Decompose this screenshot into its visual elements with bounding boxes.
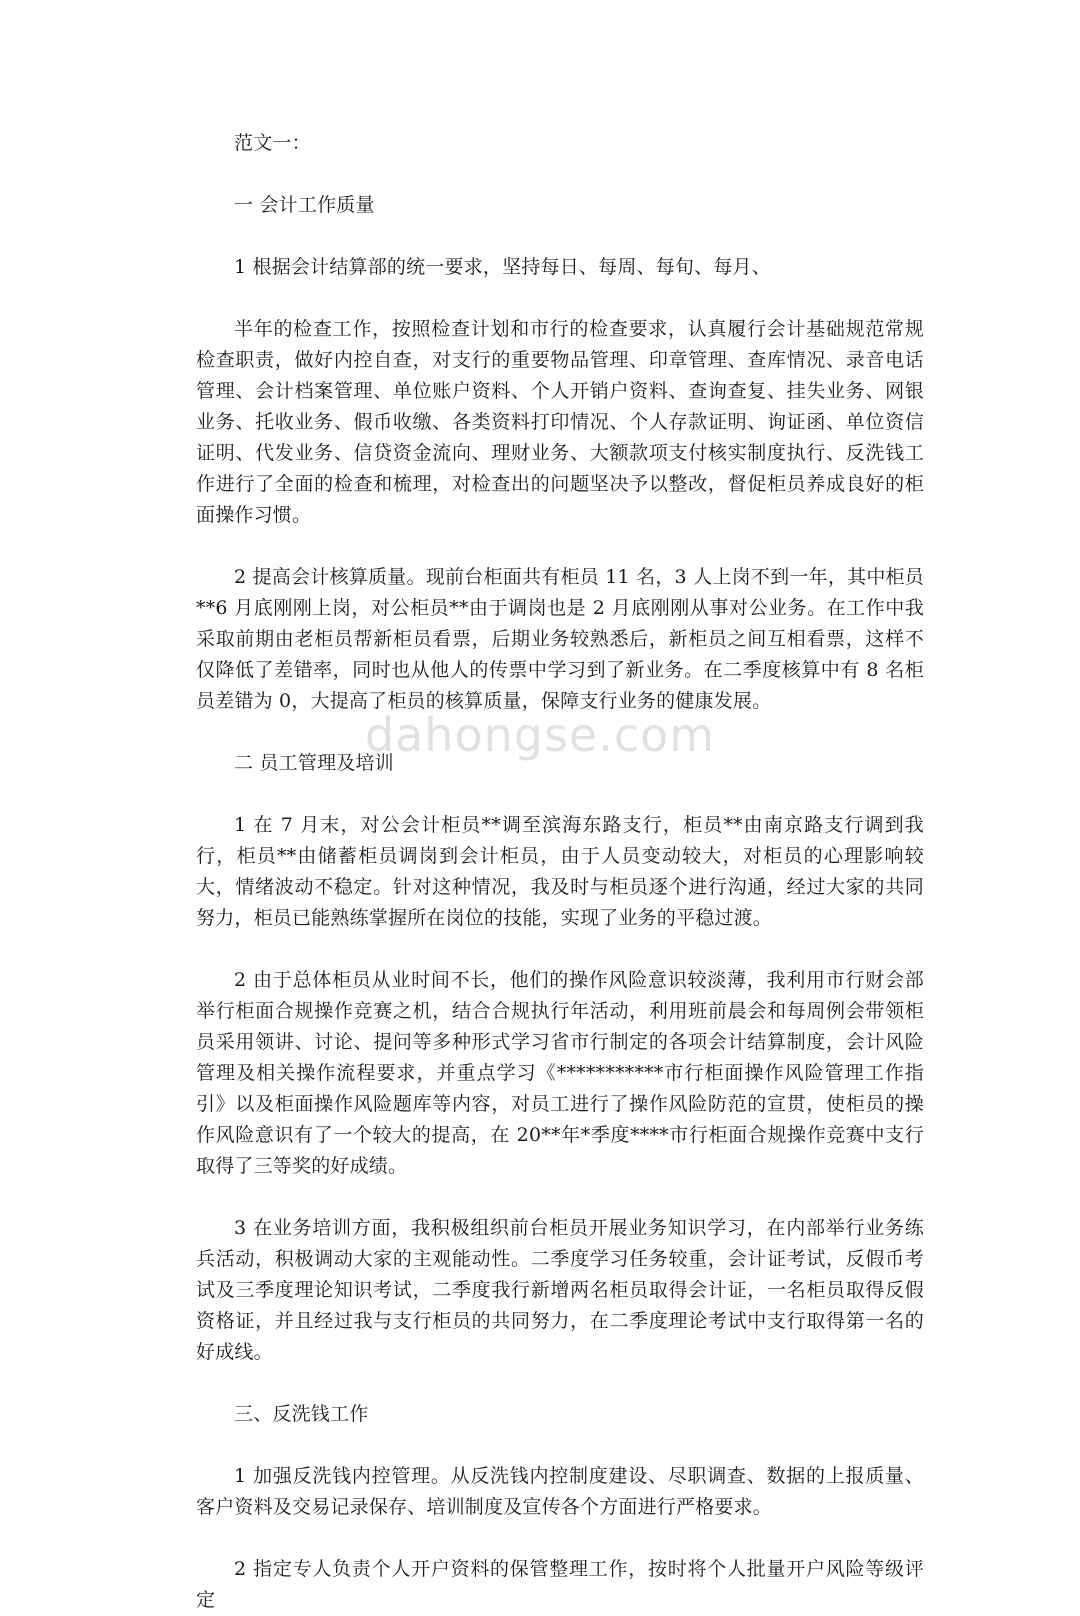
paragraph-gap bbox=[196, 531, 924, 562]
paragraph-gap bbox=[196, 1523, 924, 1554]
section-heading-anti-money-laundering: 三、反洗钱工作 bbox=[234, 1403, 369, 1425]
paragraph-gap bbox=[196, 934, 924, 965]
paragraph-gap bbox=[196, 1430, 924, 1461]
paragraph-gap bbox=[196, 1368, 924, 1399]
section-heading-accounting-quality: 一 会计工作质量 bbox=[234, 194, 375, 216]
paragraph-gap bbox=[196, 717, 924, 748]
paragraph-gap bbox=[196, 1182, 924, 1213]
section-heading-staff-training: 二 员工管理及培训 bbox=[234, 752, 394, 774]
paragraph-business-training: 3 在业务培训方面，我积极组织前台柜员开展业务知识学习，在内部举行业务练兵活动，积极调动大家的主观能动性。二季度学习任务较重，会计证考试，反假币考试及三季度理论知识考试，二季度我行新增两名柜员取得会计证，一名柜员取得反假资格证，并且经过我与支行柜员的共同努力，在二季度理论考试中支行取得第一名的好成线。 bbox=[196, 1217, 924, 1363]
document-body bbox=[196, 128, 924, 1616]
paragraph-risk-training: 2 由于总体柜员从业时间不长，他们的操作风险意识较淡薄，我利用市行财会部举行柜面合规操作竞赛之机，结合合规执行年活动，利用班前晨会和每周例会带领柜员采用领讲、讨论、提问等多种形式学习省市行制定的各项会计结算制度，会计风险管理及相关操作流程要求，并重点学习《***********市行柜面操作风险管理工作指引》以及柜面操作风险题库等内容，对员工进行了操作风险防范的宣贯，使柜员的操作风险意识有了一个较大的提高，在 20**年*季度****市行柜面合规操作竞赛中支行取得了三等奖的好成绩。 bbox=[196, 969, 924, 1177]
paragraph-gap bbox=[196, 221, 924, 252]
paragraph-inspection-body: 半年的检查工作，按照检查计划和市行的检查要求，认真履行会计基础规范常规检查职责，做好内控自查，对支行的重要物品管理、印章管理、查库情况、录音电话管理、会计档案管理、单位账户资料、个人开销户资料、查询查复、挂失业务、网银业务、托收业务、假币收缴、各类资料打印情况、个人存款证明、询证函、单位资信证明、代发业务、信贷资金流向、理财业务、大额款项支付核实制度执行、反洗钱工作进行了全面的检查和梳理，对检查出的问题坚决予以整改，督促柜员养成良好的柜面操作习惯。 bbox=[196, 318, 924, 526]
paragraph-aml-control: 1 加强反洗钱内控管理。从反洗钱内控制度建设、尽职调查、数据的上报质量、客户资料及交易记录保存、培训制度及宣传各个方面进行严格要求。 bbox=[196, 1465, 924, 1518]
paragraph-intro-title: 范文一： bbox=[234, 132, 311, 154]
paragraph-staff-change: 1 在 7 月末，对公会计柜员**调至滨海东路支行，柜员**由南京路支行调到我行，柜员**由储蓄柜员调岗到会计柜员，由于人员变动较大，对柜员的心理影响较大，情绪波动不稳定。针对这种情况，我及时与柜员逐个进行沟通，经过大家的共同努力，柜员已能熟练掌握所在岗位的技能，实现了业务的平稳过渡。 bbox=[196, 814, 924, 929]
paragraph-aml-records: 2 指定专人负责个人开户资料的保管整理工作，按时将个人批量开户风险等级评定 bbox=[196, 1558, 924, 1611]
paragraph-accounting-quality: 2 提高会计核算质量。现前台柜面共有柜员 11 名，3 人上岗不到一年，其中柜员**6 月底刚刚上岗，对公柜员**由于调岗也是 2 月底刚刚从事对公业务。在工作中我采取前期由老柜员帮新柜员看票，后期业务较熟悉后，新柜员之间互相看票，这样不仅降低了差错率，同时也从他人的传票中学习到了新业务。在二季度核算中有 8 名柜员差错为 0，大提高了柜员的核算质量，保障支行业务的健康发展。 bbox=[196, 566, 924, 712]
paragraph-inspection-lead: 1 根据会计结算部的统一要求，坚持每日、每周、每旬、每月、 bbox=[234, 256, 771, 278]
paragraph-gap bbox=[196, 159, 924, 190]
paragraph-gap bbox=[196, 779, 924, 810]
paragraph-gap bbox=[196, 283, 924, 314]
site-watermark: dahongse.com bbox=[364, 708, 716, 762]
